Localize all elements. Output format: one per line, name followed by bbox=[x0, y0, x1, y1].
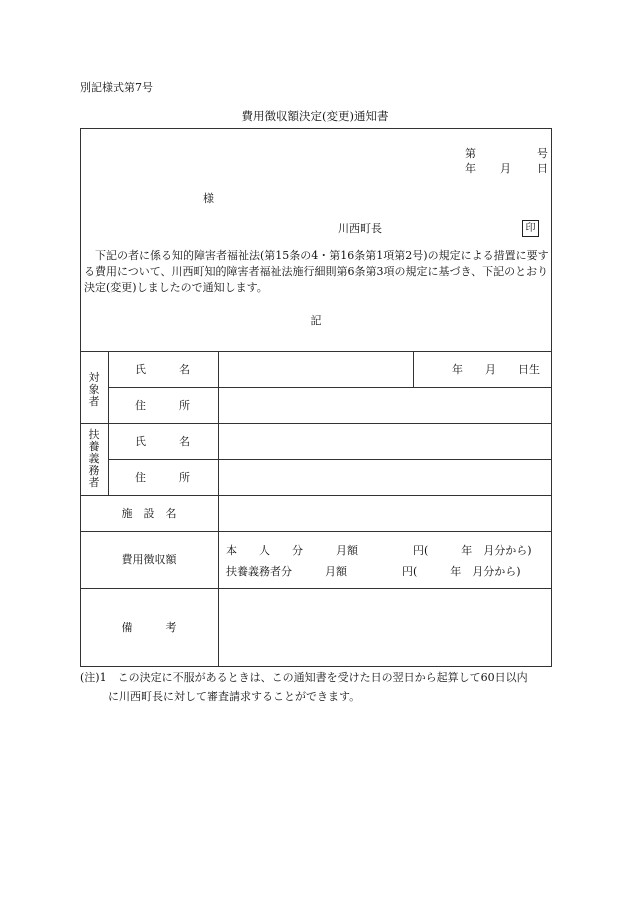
subject-address-label: 住 所 bbox=[135, 399, 190, 412]
row-line-5 bbox=[80, 495, 552, 496]
guardian-address-label: 住 所 bbox=[135, 471, 190, 484]
row-line-6 bbox=[80, 531, 552, 532]
recipient-sama: 様 bbox=[203, 192, 214, 205]
guardian-label: 扶養義務者 bbox=[88, 428, 100, 489]
note-line-1: (注)1 この決定に不服があるときは、この通知書を受けた日の翌日から起算して60日以内 bbox=[80, 671, 528, 684]
body-text: 下記の者に係る知的障害者福祉法(第15条の4・第16条第1項第2号)の規定による措置に要する費用について、川西町知的障害者福祉法施行細則第6条第3項の規定に基づき、下記のとおり決定(変更)しましたので通知します。 bbox=[84, 249, 549, 294]
fee-row-guardian: 扶養義務者分 月額 円( 年 月分から) bbox=[226, 565, 521, 578]
fee-label: 費用徴収額 bbox=[121, 553, 177, 566]
document-title: 費用徴収額決定(変更)通知書 bbox=[241, 109, 389, 123]
col-line-value bbox=[218, 351, 219, 666]
date-month: 月 bbox=[500, 162, 511, 175]
ki-label: 記 bbox=[310, 314, 322, 327]
col-line-birth bbox=[413, 351, 414, 387]
form-number: 別記様式第7号 bbox=[80, 81, 153, 94]
frame-right bbox=[551, 128, 552, 667]
row-line-1 bbox=[80, 351, 552, 352]
subject-label: 対象者 bbox=[88, 371, 100, 408]
frame-bottom bbox=[80, 666, 552, 667]
date-day: 日 bbox=[537, 162, 548, 175]
fee-row-self: 本 人 分 月額 円( 年 月分から) bbox=[226, 544, 532, 557]
remarks-label: 備 考 bbox=[121, 621, 177, 634]
row-line-4 bbox=[108, 459, 552, 460]
number-go: 号 bbox=[537, 147, 548, 160]
guardian-name-label: 氏 名 bbox=[135, 435, 190, 448]
seal-mark: 印 bbox=[522, 220, 539, 237]
row-line-7 bbox=[80, 588, 552, 589]
sender-name: 川西町長 bbox=[338, 222, 382, 235]
subject-name-label: 氏 名 bbox=[135, 363, 190, 376]
facility-label: 施 設 名 bbox=[121, 507, 177, 520]
date-year: 年 bbox=[465, 162, 476, 175]
row-line-3 bbox=[80, 423, 552, 424]
frame-top bbox=[80, 128, 552, 129]
note-line-2: に川西町長に対して審査請求することができます。 bbox=[108, 690, 361, 703]
frame-left bbox=[80, 128, 81, 667]
birth-date-label: 年 月 日生 bbox=[452, 363, 540, 376]
col-line-label bbox=[108, 351, 109, 495]
number-dai: 第 bbox=[465, 147, 476, 160]
row-line-2 bbox=[108, 387, 552, 388]
